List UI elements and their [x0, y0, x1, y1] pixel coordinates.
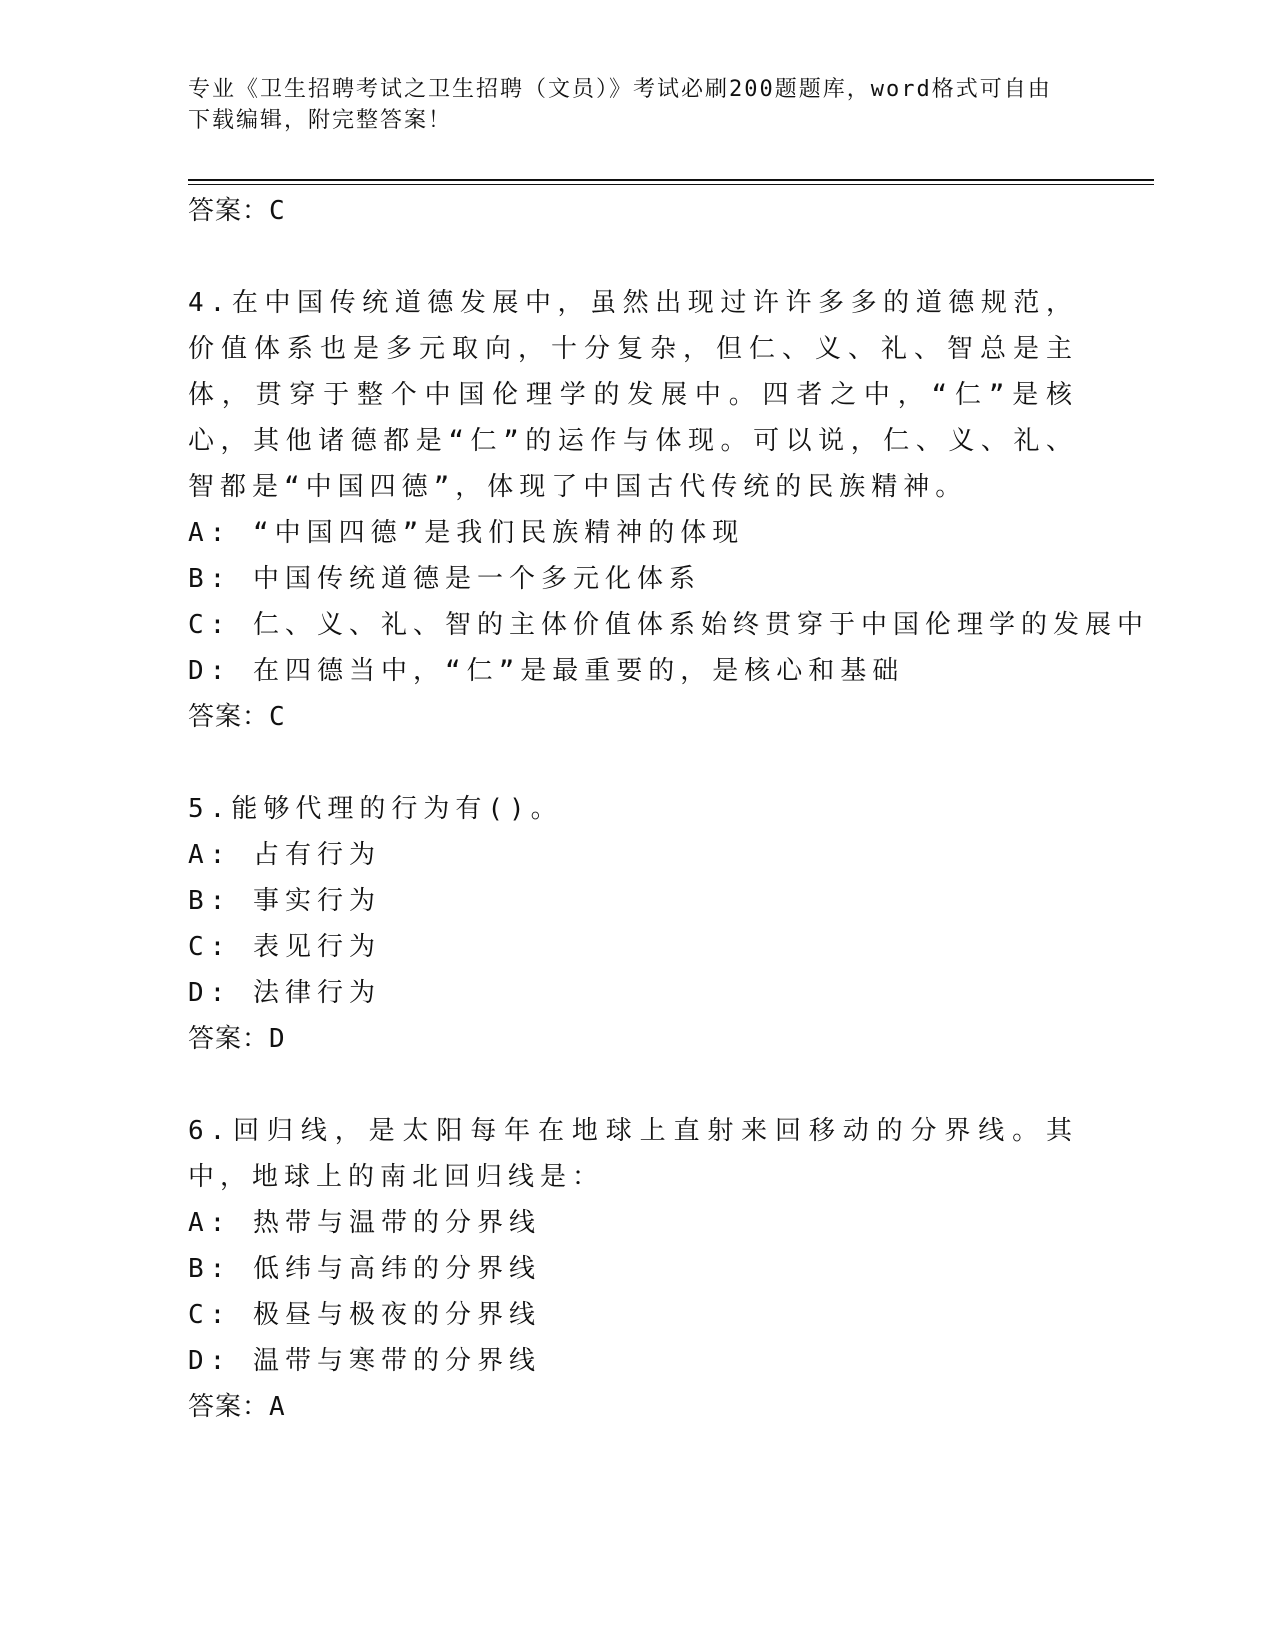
question-body: 能够代理的行为有()。: [231, 794, 563, 824]
answer-value: A: [269, 1392, 286, 1422]
spacer: [188, 1062, 1078, 1108]
spacer: [188, 234, 1078, 280]
answer-line: [188, 188, 1078, 234]
question-text: [188, 786, 1078, 832]
question-text: [188, 1108, 1078, 1200]
header-divider-thin: [188, 184, 1154, 185]
question-number: 5.: [188, 794, 232, 824]
question-number: 6.: [188, 1116, 232, 1146]
question-list: [188, 188, 1149, 1430]
question-text: [188, 280, 1078, 510]
option-b: B: 中国传统道德是一个多元化体系: [188, 564, 701, 594]
option-b: B: 低纬与高纬的分界线: [188, 1254, 541, 1284]
spacer: [188, 740, 1078, 786]
option-c: C: 表见行为: [188, 932, 381, 962]
answer-prefix: 答案：: [188, 196, 270, 226]
answer-value: D: [269, 1024, 286, 1054]
header-text: 专业《卫生招聘考试之卫生招聘（文员）》考试必刷200题题库，word格式可自由下载编辑，附完整答案！: [188, 77, 1052, 133]
answer-value: C: [269, 702, 286, 732]
answer-line: [188, 1016, 1078, 1062]
answer-value: C: [269, 196, 286, 226]
option-c: C: 极昼与极夜的分界线: [188, 1300, 541, 1330]
question-body: 回归线，是太阳每年在地球上直射来回移动的分界线。其中，地球上的南北回归线是：: [188, 1116, 1078, 1192]
option-a: A: 热带与温带的分界线: [188, 1208, 541, 1238]
document-header: [188, 74, 1068, 136]
answer-prefix: 答案：: [188, 1392, 270, 1422]
header-divider-thick: [188, 179, 1154, 181]
answer-line: [188, 694, 1078, 740]
option-b: B: 事实行为: [188, 886, 381, 916]
option-d: D: 法律行为: [188, 978, 381, 1008]
answer-prefix: 答案：: [188, 1024, 270, 1054]
option-d: D: 在四德当中，“仁”是最重要的，是核心和基础: [188, 656, 905, 686]
question-number: 4.: [188, 288, 232, 318]
option-a: A: 占有行为: [188, 840, 381, 870]
answer-line: [188, 1384, 1078, 1430]
option-d: D: 温带与寒带的分界线: [188, 1346, 541, 1376]
question-body: 在中国传统道德发展中，虽然出现过许许多多的道德规范，价值体系也是多元取向，十分复杂，但仁、义、礼、智总是主体，贯穿于整个中国伦理学的发展中。四者之中，“仁”是核心，其他诸德都是“仁”的运作与体现。可以说，仁、义、礼、智都是“中国四德”，体现了中国古代传统的民族精神。: [188, 288, 1078, 502]
option-c: C: 仁、义、礼、智的主体价值体系始终贯穿于中国伦理学的发展中: [188, 610, 1149, 640]
option-a: A: “中国四德”是我们民族精神的体现: [188, 518, 745, 548]
answer-prefix: 答案：: [188, 702, 270, 732]
